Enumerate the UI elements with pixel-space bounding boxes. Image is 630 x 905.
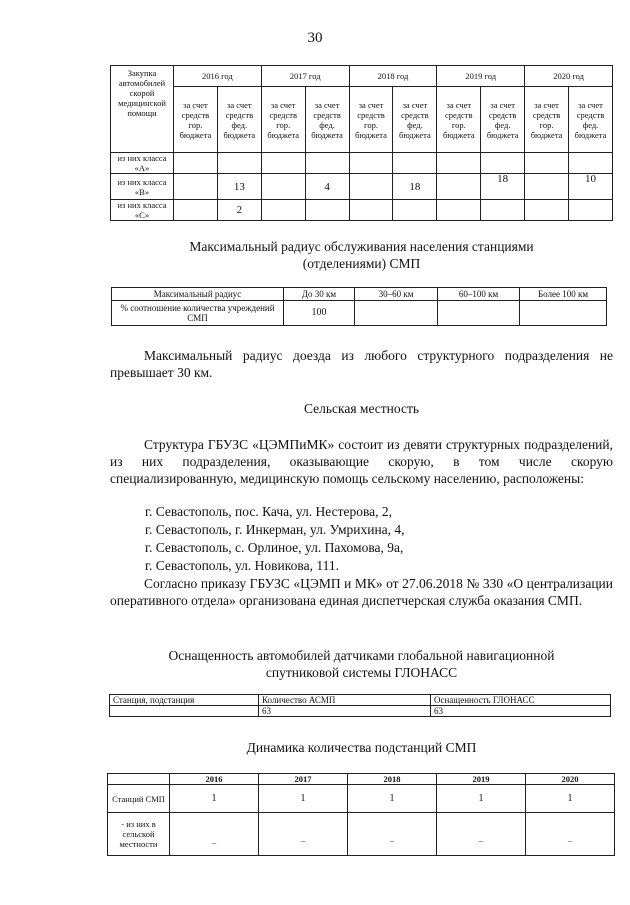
- table-cell: [355, 301, 438, 326]
- table1-sub-fed: за счет средств фед. бюджета: [217, 87, 261, 153]
- table1-row-class-a: [111, 153, 613, 174]
- table3-header: Станция, подстанция: [110, 695, 259, 706]
- table-cell: [437, 200, 481, 221]
- table1-row-class-c: [111, 200, 613, 221]
- table2-header: Максимальный радиус: [112, 288, 284, 301]
- table1-year-2017: 2017 год: [261, 66, 349, 87]
- table-cell: 2: [217, 200, 261, 221]
- table-cell: [261, 153, 305, 174]
- table-cell: 4: [305, 174, 349, 200]
- table4-row-label: - из них в сельской местности: [108, 813, 170, 856]
- table1-sub-fed: за счет средств фед. бюджета: [393, 87, 437, 153]
- table3-header: Количество АСМП: [259, 695, 431, 706]
- table-cell: [305, 200, 349, 221]
- table-cell: [174, 174, 218, 200]
- table-cell: 100: [284, 301, 355, 326]
- table1-row-class-b: [111, 174, 613, 200]
- table-cell: [437, 174, 481, 200]
- table4-year: 2018: [348, 774, 437, 785]
- heading-glonass-line2: спутниковой системы ГЛОНАСС: [265, 665, 458, 680]
- paragraph-max-radius: Максимальный радиус доезда из любого структурного подразделения не превышает 30 км.: [110, 348, 613, 380]
- table-cell: 18: [393, 174, 437, 200]
- table1-sub-gor: за счет средств гор. бюджета: [174, 87, 218, 153]
- table1-sub-fed: за счет средств фед. бюджета: [569, 87, 613, 153]
- table-cell: [110, 706, 259, 717]
- heading-rural: Сельская местность: [303, 401, 420, 416]
- table-cell: –: [348, 813, 437, 856]
- table-cell: [174, 200, 218, 221]
- list-item: г. Севастополь, с. Орлиное, ул. Пахомова, 9а,: [145, 540, 404, 555]
- table3-header: Оснащенность ГЛОНАСС: [431, 695, 611, 706]
- table1-year-2016: 2016 год: [174, 66, 262, 87]
- table1-row-label: из них класса «В»: [111, 174, 174, 200]
- table1-sub-fed: за счет средств фед. бюджета: [481, 87, 525, 153]
- table2-header: 30–60 км: [355, 288, 438, 301]
- table2-row-label: % соотношение количества учреждений СМП: [112, 301, 284, 326]
- glonass-table: [109, 694, 611, 717]
- table-cell: [481, 153, 525, 174]
- table-cell: [569, 200, 613, 221]
- table-cell: [349, 200, 393, 221]
- page-number: 30: [307, 30, 323, 46]
- table-cell: [261, 200, 305, 221]
- table-cell: [525, 153, 569, 174]
- paragraph-structure: Структура ГБУЗС «ЦЭМПиМК» состоит из девяти структурных подразделений, из них подразделения, оказывающие скорую, в том числе скорую специализированную, медицинскую помощь сельскому населению, расположены:: [110, 437, 613, 486]
- table-cell: [520, 301, 607, 326]
- table-cell: –: [259, 813, 348, 856]
- table-cell: 1: [170, 785, 259, 813]
- table-cell: 1: [437, 785, 526, 813]
- paragraph-order: Согласно приказу ГБУЗС «ЦЭМП и МК» от 27.06.2018 № 330 «О централизации оперативного отдела» организована единая диспетчерская служба оказания СМП.: [110, 576, 613, 608]
- table1-sub-gor: за счет средств гор. бюджета: [437, 87, 481, 153]
- table1-sub-gor: за счет средств гор. бюджета: [261, 87, 305, 153]
- substations-dynamics-table: [107, 773, 615, 856]
- table-cell: [217, 153, 261, 174]
- table-cell: [349, 153, 393, 174]
- table-cell: [393, 153, 437, 174]
- table1-year-2020: 2020 год: [525, 66, 613, 87]
- table-cell: [174, 153, 218, 174]
- table1-corner-header: Закупка автомобилей скорой медицинской помощи: [111, 66, 174, 153]
- table-cell: 1: [526, 785, 615, 813]
- table4-year: 2017: [259, 774, 348, 785]
- table4-corner: [108, 774, 170, 785]
- table-cell: [525, 200, 569, 221]
- table-cell: 1: [259, 785, 348, 813]
- table-cell: –: [526, 813, 615, 856]
- table-cell: 13: [217, 174, 261, 200]
- table-cell: –: [437, 813, 526, 856]
- table-cell: 18: [481, 174, 525, 200]
- table-cell: [438, 301, 520, 326]
- table4-year: 2020: [526, 774, 615, 785]
- table-cell: [481, 200, 525, 221]
- table-cell: [393, 200, 437, 221]
- table1-sub-fed: за счет средств фед. бюджета: [305, 87, 349, 153]
- ambulance-purchase-table: [110, 65, 613, 221]
- table-cell: [569, 153, 613, 174]
- list-item: г. Севастополь, г. Инкерман, ул. Умрихина, 4,: [145, 522, 405, 537]
- table1-year-2018: 2018 год: [349, 66, 437, 87]
- address-list: [145, 503, 405, 575]
- table4-year: 2016: [170, 774, 259, 785]
- table-cell: [525, 174, 569, 200]
- service-radius-table: [111, 287, 607, 326]
- table-cell: 10: [569, 174, 613, 200]
- heading-radius-line2: (отделениями) СМП: [302, 256, 421, 271]
- table-cell: 1: [348, 785, 437, 813]
- heading-radius: [110, 238, 613, 272]
- table1-row-label: из них класса «А»: [111, 153, 174, 174]
- table-cell: 63: [259, 706, 431, 717]
- table2-header: 60–100 км: [438, 288, 520, 301]
- table-cell: 63: [431, 706, 611, 717]
- table-cell: [261, 174, 305, 200]
- table1-sub-gor: за счет средств гор. бюджета: [525, 87, 569, 153]
- table-cell: [305, 153, 349, 174]
- table4-row-label: Станций СМП: [108, 785, 170, 813]
- table1-sub-gor: за счет средств гор. бюджета: [349, 87, 393, 153]
- table2-header: До 30 км: [284, 288, 355, 301]
- list-item: г. Севастополь, пос. Кача, ул. Нестерова, 2,: [145, 504, 393, 519]
- heading-glonass-line1: Оснащенность автомобилей датчиками глобальной навигационной: [168, 648, 555, 663]
- heading-radius-line1: Максимальный радиус обслуживания населения станциями: [189, 239, 534, 254]
- table1-year-2019: 2019 год: [437, 66, 525, 87]
- list-item: г. Севастополь, ул. Новикова, 111.: [145, 558, 339, 573]
- table1-row-label: из них класса «С»: [111, 200, 174, 221]
- heading-substations: Динамика количества подстанций СМП: [246, 740, 477, 755]
- heading-glonass: [110, 647, 613, 681]
- table-cell: [349, 174, 393, 200]
- table2-header: Более 100 км: [520, 288, 607, 301]
- table-cell: –: [170, 813, 259, 856]
- table4-year: 2019: [437, 774, 526, 785]
- table-cell: [437, 153, 481, 174]
